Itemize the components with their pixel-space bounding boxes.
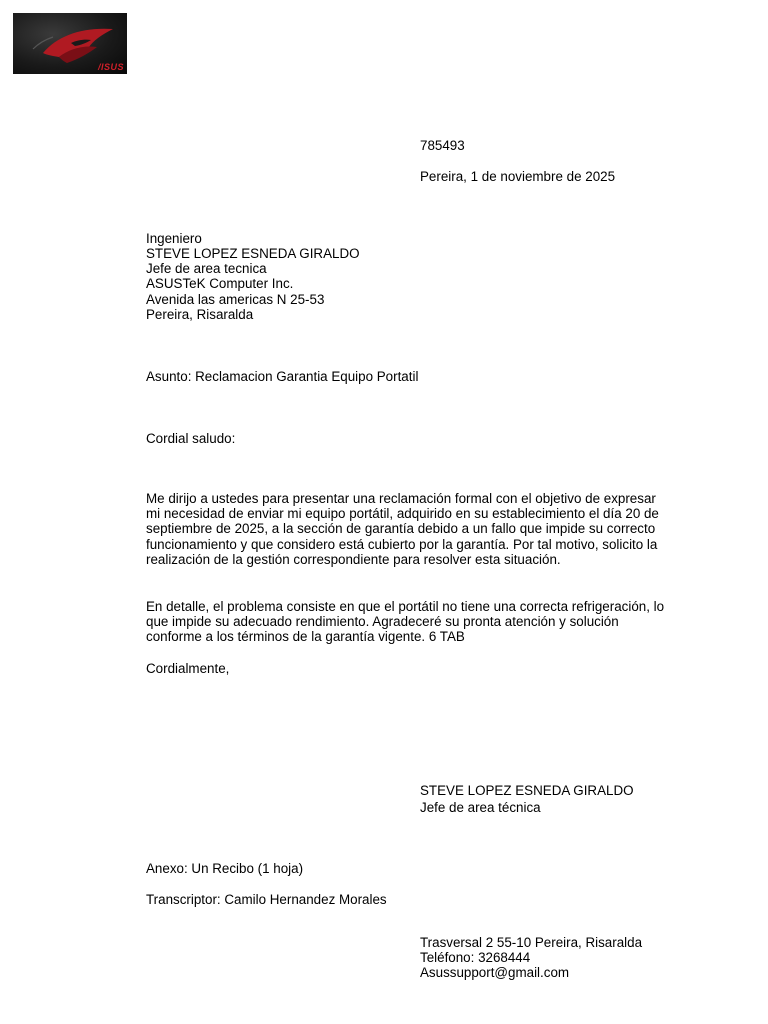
asus-rog-logo <box>13 13 127 74</box>
contact-address: Trasversal 2 55-10 Pereira, Risaralda <box>420 935 643 950</box>
contact-phone: Teléfono: 3268444 <box>420 950 531 965</box>
recipient-address: Avenida las americas N 25-53 <box>146 292 325 307</box>
recipient-position: Jefe de area tecnica <box>146 261 267 276</box>
greeting: Cordial saludo: <box>146 431 236 446</box>
recipient-company: ASUSTeK Computer Inc. <box>146 276 294 291</box>
signature-name: STEVE LOPEZ ESNEDA GIRALDO <box>420 783 634 798</box>
contact-email: Asussupport@gmail.com <box>420 965 570 980</box>
reference-number: 785493 <box>420 138 465 153</box>
transcriptor-line: Transcriptor: Camilo Hernandez Morales <box>146 892 387 907</box>
date-line: Pereira, 1 de noviembre de 2025 <box>420 169 616 184</box>
recipient-title: Ingeniero <box>146 231 202 246</box>
annex-line: Anexo: Un Recibo (1 hoja) <box>146 861 304 876</box>
signature-position: Jefe de area técnica <box>420 800 541 815</box>
body-paragraph-1-text: Me dirijo a ustedes para presentar una reclamación formal con el objetivo de expresar mi necesidad de enviar mi equipo portátil, adquirido en su establecimiento el día 20 de septiembre de 2025, a la sección de garantía debido a un fallo que impide su correcto funcionamiento y que considero está cubierto por la garantía. Por tal motivo, solicito la realización de la gestión correspondiente para resolver esta situación. <box>146 491 659 567</box>
closing: Cordialmente, <box>146 661 230 676</box>
body-paragraph-1 <box>146 491 666 567</box>
recipient-city: Pereira, Risaralda <box>146 307 254 322</box>
subject-line: Asunto: Reclamacion Garantia Equipo Portatil <box>146 369 419 384</box>
recipient-name: STEVE LOPEZ ESNEDA GIRALDO <box>146 246 360 261</box>
body-paragraph-2-text: En detalle, el problema consiste en que el portátil no tiene una correcta refrigeración, lo que impide su adecuado rendimiento. Agradeceré su pronta atención y solución conforme a los términos de la garantía vigente. 6 TAB <box>146 599 665 645</box>
body-paragraph-2 <box>146 599 666 645</box>
logo-wordmark: /ISUS <box>97 62 124 72</box>
